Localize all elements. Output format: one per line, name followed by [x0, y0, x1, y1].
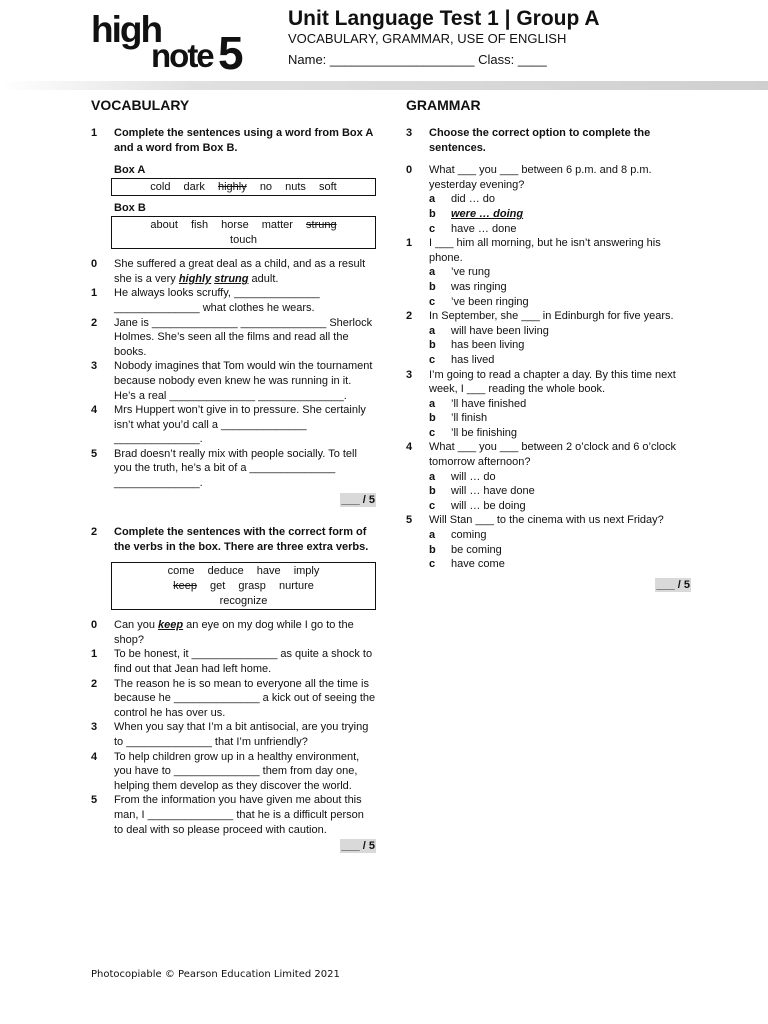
question-number: 1: [406, 237, 413, 250]
option-text: ’ll be finishing: [451, 426, 518, 439]
example-answer: keep: [158, 619, 184, 632]
question-item: [91, 677, 376, 721]
box-word: highly: [218, 180, 247, 193]
box-word: recognize: [219, 594, 268, 607]
box-word: soft: [318, 180, 337, 193]
answer-option: [429, 543, 691, 558]
logo-word-note: note: [151, 37, 213, 74]
question-number: 2: [91, 316, 98, 329]
question-item: [406, 440, 691, 469]
box-a: [111, 178, 376, 197]
page-title: Unit Language Test 1 | Group A: [288, 7, 600, 30]
option-text: will … have done: [451, 485, 535, 498]
question-item: [91, 257, 376, 286]
answer-option: [429, 353, 691, 368]
option-letter: c: [429, 222, 436, 235]
option-text: will … be doing: [451, 499, 526, 512]
logo-word-high: high: [91, 9, 162, 50]
question-item: [91, 403, 376, 447]
option-letter: a: [429, 529, 436, 542]
box-word: have: [256, 565, 281, 578]
task-instruction: Complete the sentences using a word from Box A and a word from Box B.: [114, 127, 373, 154]
score-text: ___ / 5: [341, 493, 375, 506]
option-text: ’ll have finished: [451, 397, 527, 410]
box-word: grasp: [238, 580, 266, 593]
grammar-column: [406, 96, 691, 592]
question-item: [406, 236, 691, 265]
option-text: were … doing: [451, 207, 524, 220]
option-letter: a: [429, 470, 436, 483]
box-word: touch: [230, 233, 257, 246]
question-number: 1: [91, 287, 98, 300]
question-number: 5: [91, 794, 98, 807]
question-item: [91, 750, 376, 794]
option-letter: b: [429, 280, 436, 293]
question-item: [406, 368, 691, 397]
option-text: will have been living: [451, 324, 549, 337]
answer-option: [429, 295, 691, 310]
question-number: 0: [406, 164, 413, 177]
box-word: keep: [173, 580, 197, 593]
box-word: nuts: [285, 180, 306, 193]
answer-option: [429, 192, 691, 207]
option-text: be coming: [451, 543, 502, 556]
box-word: horse: [221, 218, 249, 231]
option-text: did … do: [451, 193, 496, 206]
box-word: no: [259, 180, 273, 193]
option-letter: c: [429, 353, 436, 366]
option-text: ’ve rung: [451, 266, 491, 279]
option-letter: c: [429, 558, 436, 571]
question-item: [91, 447, 376, 491]
score-text: ___ / 5: [341, 840, 375, 853]
answer-option: [429, 280, 691, 295]
option-text: has lived: [451, 353, 495, 366]
question-text: The reason he is so mean to everyone all the time is because he ______________ a kick out of seeing the control he has over us.: [114, 677, 376, 719]
copyright-footer: Photocopiable © Pearson Education Limited 2021: [91, 969, 340, 980]
question-text: In September, she ___ in Edinburgh for five years.: [429, 310, 674, 323]
question-number: 4: [91, 750, 98, 763]
verb-box: [111, 562, 376, 610]
option-letter: a: [429, 324, 436, 337]
question-number: 4: [91, 404, 98, 417]
option-letter: c: [429, 426, 436, 439]
score-box: [406, 578, 691, 593]
question-text: What ___ you ___ between 2 o’clock and 6 o’clock tomorrow afternoon?: [429, 441, 677, 469]
vocabulary-column: [91, 96, 376, 854]
box-a-label: Box A: [114, 164, 146, 177]
vocabulary-heading: VOCABULARY: [91, 97, 190, 113]
answer-option: [429, 499, 691, 514]
question-text: I’m going to read a chapter a day. By this time next week, I ___ reading the whole book.: [429, 368, 676, 396]
answer-option: [429, 222, 691, 237]
task-instruction: Choose the correct option to complete the sentences.: [429, 127, 651, 154]
question-number: 3: [91, 360, 98, 373]
name-class-line: Name: ____________________ Class: ____: [288, 52, 547, 67]
option-letter: c: [429, 295, 436, 308]
question-item: [406, 309, 691, 324]
question-text: What ___ you ___ between 6 p.m. and 8 p.m. yesterday evening?: [429, 164, 652, 191]
answer-option: [429, 411, 691, 426]
question-text: Brad doesn’t really mix with people socially. To tell you the truth, he’s a bit of a ______________ ______________.: [114, 447, 357, 490]
task-instruction: Complete the sentences with the correct form of the verbs in the box. There are three extra verbs.: [114, 526, 369, 553]
question-number: 2: [406, 310, 413, 323]
question-text: Can you keep an eye on my dog while I go to the shop?: [114, 619, 354, 646]
question-text: From the information you have given me about this man, I ______________ that he is a difficult person to deal with so please proceed with caution.: [114, 794, 364, 836]
score-box: [91, 493, 376, 508]
option-text: coming: [451, 529, 487, 542]
box-word: imply: [293, 565, 320, 578]
answer-option: [429, 207, 691, 222]
task-3-instruction: [406, 126, 691, 155]
question-item: [406, 163, 691, 192]
answer-option: [429, 557, 691, 572]
question-text: Mrs Huppert won’t give in to pressure. She certainly isn’t what you’d call a ______________ ______________.: [114, 404, 366, 446]
question-item: [91, 316, 376, 360]
example-answer: strung: [214, 272, 249, 285]
box-word: about: [150, 218, 178, 231]
box-word: nurture: [279, 580, 314, 593]
option-text: has been living: [451, 339, 525, 352]
box-b-label: Box B: [114, 202, 146, 215]
question-number: 5: [91, 447, 98, 460]
question-item: [91, 359, 376, 403]
option-letter: b: [429, 339, 436, 352]
option-letter: c: [429, 499, 436, 512]
answer-option: [429, 324, 691, 339]
question-number: 0: [91, 258, 98, 271]
option-letter: a: [429, 266, 436, 279]
question-number: 1: [91, 648, 98, 661]
score-text: ___ / 5: [656, 578, 690, 591]
option-letter: a: [429, 193, 436, 206]
task-number: 2: [91, 526, 98, 539]
task-number: 3: [406, 127, 413, 139]
task-number: 1: [91, 127, 98, 139]
answer-option: [429, 338, 691, 353]
answer-option: [429, 397, 691, 412]
box-word: fish: [190, 218, 209, 231]
question-number: 3: [406, 368, 413, 381]
question-number: 4: [406, 441, 413, 454]
task-1-instruction: [91, 126, 376, 155]
option-text: will … do: [451, 470, 496, 483]
option-letter: b: [429, 412, 436, 425]
option-text: have … done: [451, 222, 517, 235]
box-word: dark: [183, 180, 205, 193]
answer-option: [429, 426, 691, 441]
question-item: [91, 793, 376, 837]
option-letter: a: [429, 397, 436, 410]
task-2-instruction: [91, 525, 376, 554]
question-text: To be honest, it ______________ as quite a shock to find out that Jean had left home.: [114, 648, 373, 675]
score-box: [91, 839, 376, 854]
box-word: strung: [306, 218, 337, 231]
option-letter: b: [429, 485, 436, 498]
answer-option: [429, 265, 691, 280]
box-word: matter: [261, 218, 293, 231]
question-number: 3: [91, 721, 98, 734]
answer-option: [429, 528, 691, 543]
question-text: She suffered a great deal as a child, and as a result she is a very highly strung adult.: [114, 258, 366, 285]
option-text: ’ll finish: [451, 412, 488, 425]
question-item: [91, 720, 376, 749]
question-item: [91, 618, 376, 647]
logo-number: 5: [218, 27, 244, 79]
question-text: Jane is ______________ ______________ Sherlock Holmes. She’s seen all the films and read all the books.: [114, 316, 373, 358]
question-item: [406, 513, 691, 528]
question-text: He always looks scruffy, ______________ ______________ what clothes he wears.: [114, 287, 320, 314]
option-letter: b: [429, 543, 436, 556]
box-word: get: [210, 580, 226, 593]
question-item: [91, 647, 376, 676]
page-subtitle: VOCABULARY, GRAMMAR, USE OF ENGLISH: [288, 31, 567, 46]
option-text: have come: [451, 558, 505, 571]
task-2-items: [91, 618, 376, 837]
option-letter: b: [429, 207, 436, 220]
example-answer: highly: [178, 272, 212, 285]
question-number: 0: [91, 619, 98, 632]
grammar-heading: GRAMMAR: [406, 97, 481, 113]
option-text: was ringing: [451, 280, 507, 293]
question-number: 5: [406, 514, 413, 527]
answer-option: [429, 470, 691, 485]
box-word: come: [167, 565, 195, 578]
task-3-items: [406, 163, 691, 572]
box-word: cold: [150, 180, 171, 193]
box-b: [111, 216, 376, 249]
question-text: Will Stan ___ to the cinema with us next Friday?: [429, 514, 664, 527]
question-text: I ___ him all morning, but he isn’t answering his phone.: [429, 237, 661, 264]
high-note-5-logo: [91, 9, 251, 79]
question-item: [91, 286, 376, 315]
question-text: Nobody imagines that Tom would win the tournament because nobody even knew he was running in it. He’s a real ______________ ______________.: [114, 360, 373, 402]
task-1-items: [91, 257, 376, 491]
question-number: 2: [91, 677, 98, 690]
question-text: To help children grow up in a healthy environment, you have to ______________ them from day one, helping them develop as they discover the world.: [114, 750, 360, 792]
box-word: deduce: [207, 565, 244, 578]
header-divider-bar: [0, 81, 768, 90]
question-text: When you say that I’m a bit antisocial, are you trying to ______________ that I’m unfriendly?: [114, 721, 369, 748]
option-text: ’ve been ringing: [451, 295, 529, 308]
answer-option: [429, 484, 691, 499]
